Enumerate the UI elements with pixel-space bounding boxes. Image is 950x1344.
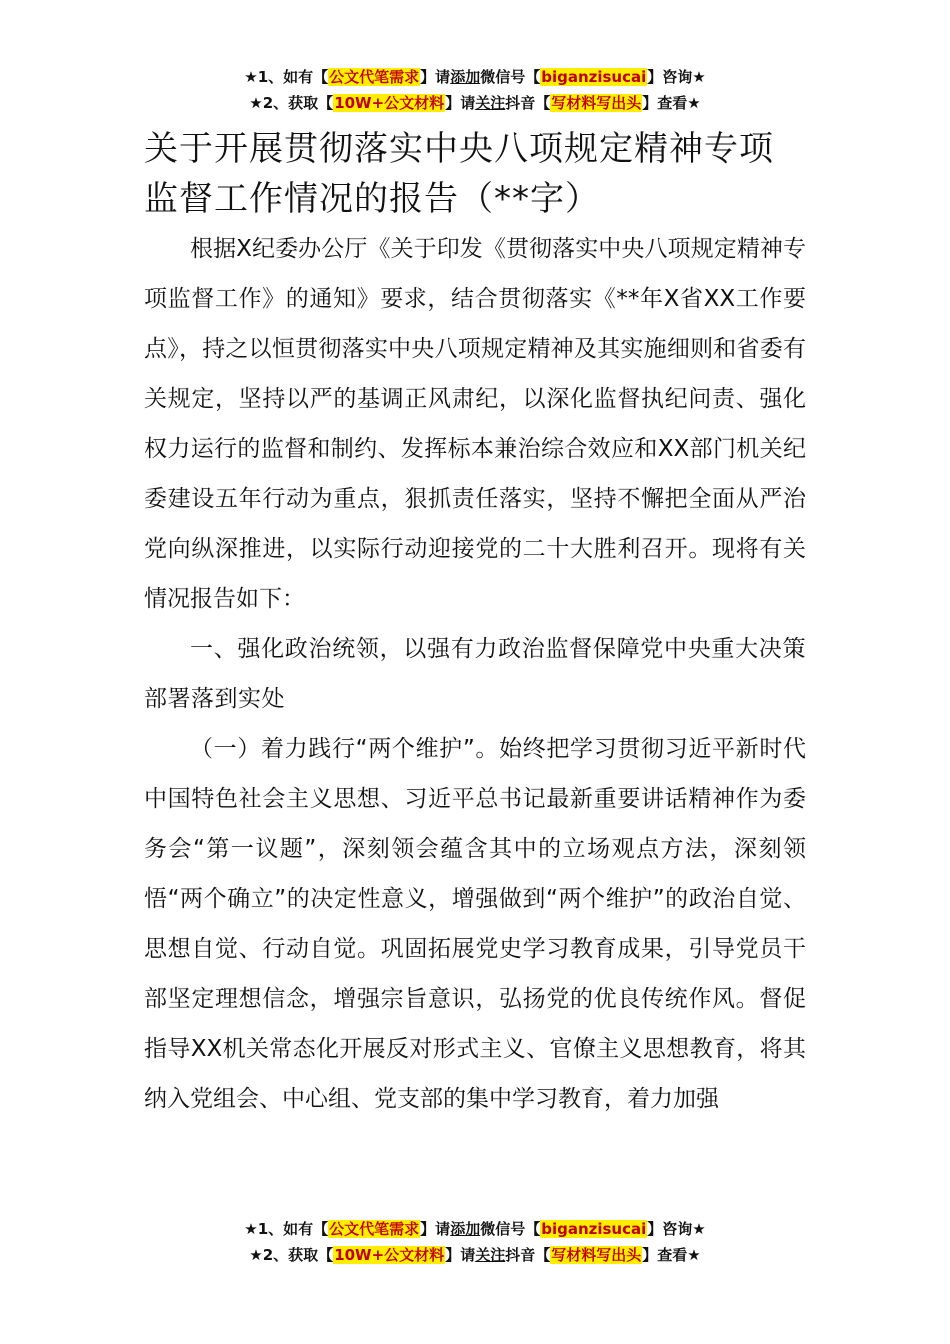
wechat-id: biganzisucai bbox=[541, 68, 647, 86]
promo-line-1: ★1、如有【公文代笔需求】请添加微信号【biganzisucai】咨询★ bbox=[244, 1220, 706, 1238]
promo-line-1: ★1、如有【公文代笔需求】请添加微信号【biganzisucai】咨询★ bbox=[244, 68, 706, 86]
douyin-account: 写材料写出头 bbox=[551, 1246, 642, 1264]
bottom-promo-banner bbox=[0, 1216, 950, 1268]
douyin-account: 写材料写出头 bbox=[551, 94, 642, 112]
intro-paragraph: 根据X纪委办公厅《关于印发《贯彻落实中央八项规定精神专项监督工作》的通知》要求，结合贯彻落实《**年X省XX工作要点》，持之以恒贯彻落实中央八项规定精神及其实施细则和省委有关规定，坚持以严的基调正风肃纪，以深化监督执纪问责、强化权力运行的监督和制约、发挥标本兼治综合效应和XX部门机关纪委建设五年行动为重点，狠抓责任落实，坚持不懈把全面从严治党向纵深推进，以实际行动迎接党的二十大胜利召开。现将有关情况报告如下： bbox=[144, 236, 806, 612]
promo-highlight: 10W+公文材料 bbox=[334, 1246, 445, 1264]
wechat-id: biganzisucai bbox=[541, 1220, 647, 1238]
top-promo-banner bbox=[0, 64, 950, 116]
section-paragraph-1: （一）着力践行“两个维护”。始终把学习贯彻习近平新时代中国特色社会主义思想、习近平总书记最新重要讲话精神作为委务会“第一议题”，深刻领会蕴含其中的立场观点方法，深刻领悟“两个确立”的决定性意义，增强做到“两个维护”的政治自觉、思想自觉、行动自觉。巩固拓展党史学习教育成果，引导党员干部坚定理想信念，增强宗旨意识，弘扬党的优良传统作风。督促指导XX机关常态化开展反对形式主义、官僚主义思想教育，将其纳入党组会、中心组、党支部的集中学习教育，着力加强 bbox=[144, 736, 806, 1112]
promo-line-2: ★2、获取【10W+公文材料】请关注抖音【写材料写出头】查看★ bbox=[249, 1246, 701, 1264]
promo-highlight: 公文代笔需求 bbox=[329, 68, 420, 86]
promo-highlight: 10W+公文材料 bbox=[334, 94, 445, 112]
document-title: 关于开展贯彻落实中央八项规定精神专项监督工作情况的报告（**字） bbox=[144, 129, 774, 219]
document-body bbox=[144, 124, 806, 1124]
promo-line-2: ★2、获取【10W+公文材料】请关注抖音【写材料写出头】查看★ bbox=[249, 94, 701, 112]
promo-highlight: 公文代笔需求 bbox=[329, 1220, 420, 1238]
section-heading-1: 一、强化政治统领，以强有力政治监督保障党中央重大决策部署落到实处 bbox=[144, 636, 806, 712]
